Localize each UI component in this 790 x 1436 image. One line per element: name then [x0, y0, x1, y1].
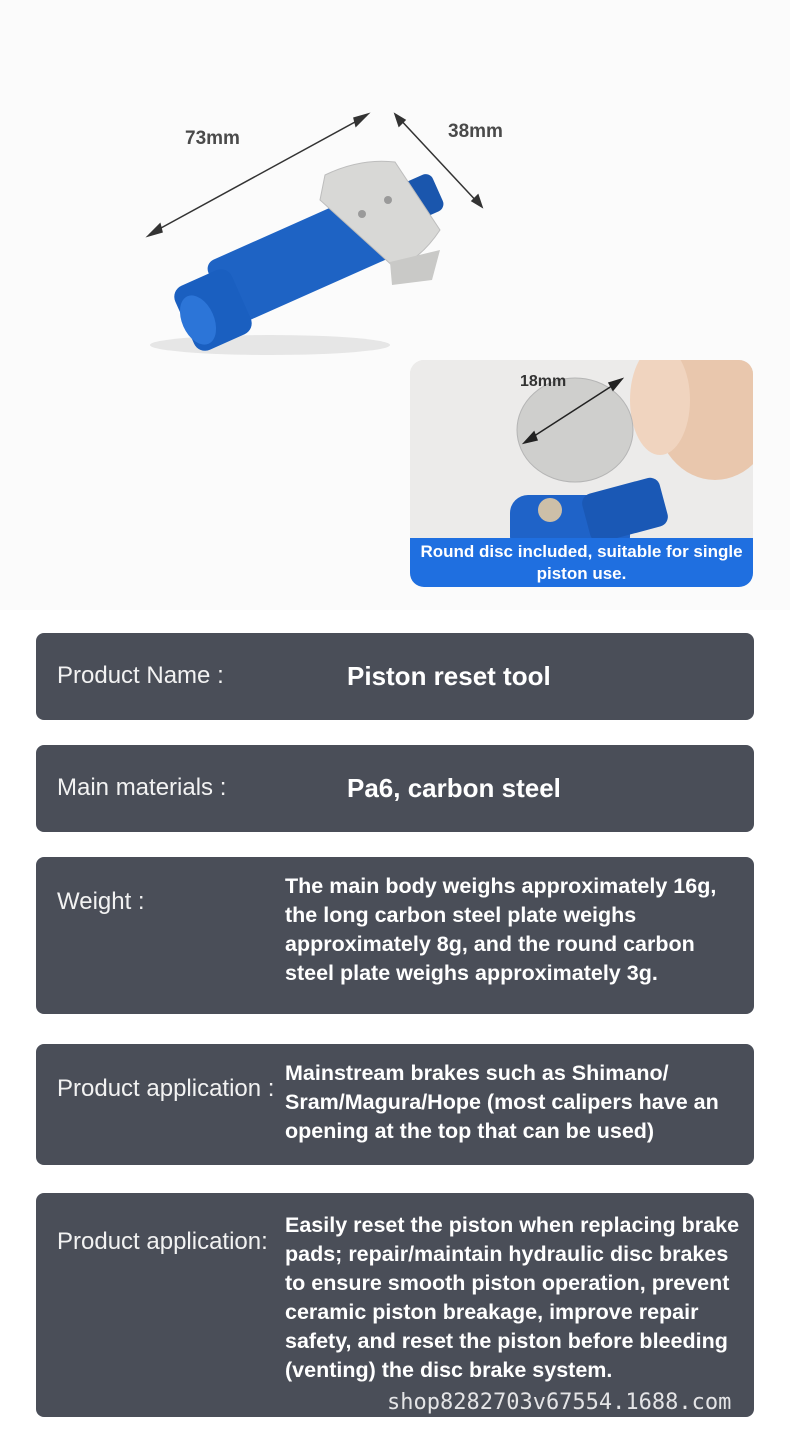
width-dimension: 38mm	[448, 121, 503, 142]
length-dimension: 73mm	[185, 128, 240, 149]
spec-value: Piston reset tool	[347, 661, 551, 691]
round-disc-inset	[410, 360, 753, 587]
inset-caption: Round disc included, suitable for single piston use.	[410, 538, 753, 587]
spec-card-application	[36, 1044, 754, 1165]
spec-value: Pa6, carbon steel	[347, 773, 561, 803]
spec-card-weight	[36, 857, 754, 1014]
spec-label: Main materials :	[57, 774, 227, 801]
spec-label: Product application:	[57, 1228, 268, 1255]
spec-value: The main body weighs approximately 16g, the long carbon steel plate weighs approximately 8g, and the round carbon steel plate weighs approximately 3g.	[285, 874, 717, 985]
spec-label: Product application :	[57, 1075, 275, 1102]
disc-dimension: 18mm	[520, 373, 567, 390]
spec-value: Easily reset the piston when replacing brake pads; repair/maintain hydraulic disc brakes to ensure smooth piston operation, prevent ceramic piston breakage, improve repair safety, and reset the piston before bleeding (venting) the disc brake system.	[285, 1213, 740, 1382]
spec-value: Mainstream brakes such as Shimano/ Sram/Magura/Hope (most calipers have an opening at the top that can be used)	[285, 1061, 719, 1143]
spec-card-materials	[36, 745, 754, 832]
spec-card-product-name	[36, 633, 754, 720]
spec-label: Product Name :	[57, 662, 224, 689]
spec-card-application-usage	[36, 1193, 754, 1417]
shop-watermark: shop8282703v67554.1688.com	[387, 1390, 732, 1415]
spec-label: Weight :	[57, 888, 145, 915]
